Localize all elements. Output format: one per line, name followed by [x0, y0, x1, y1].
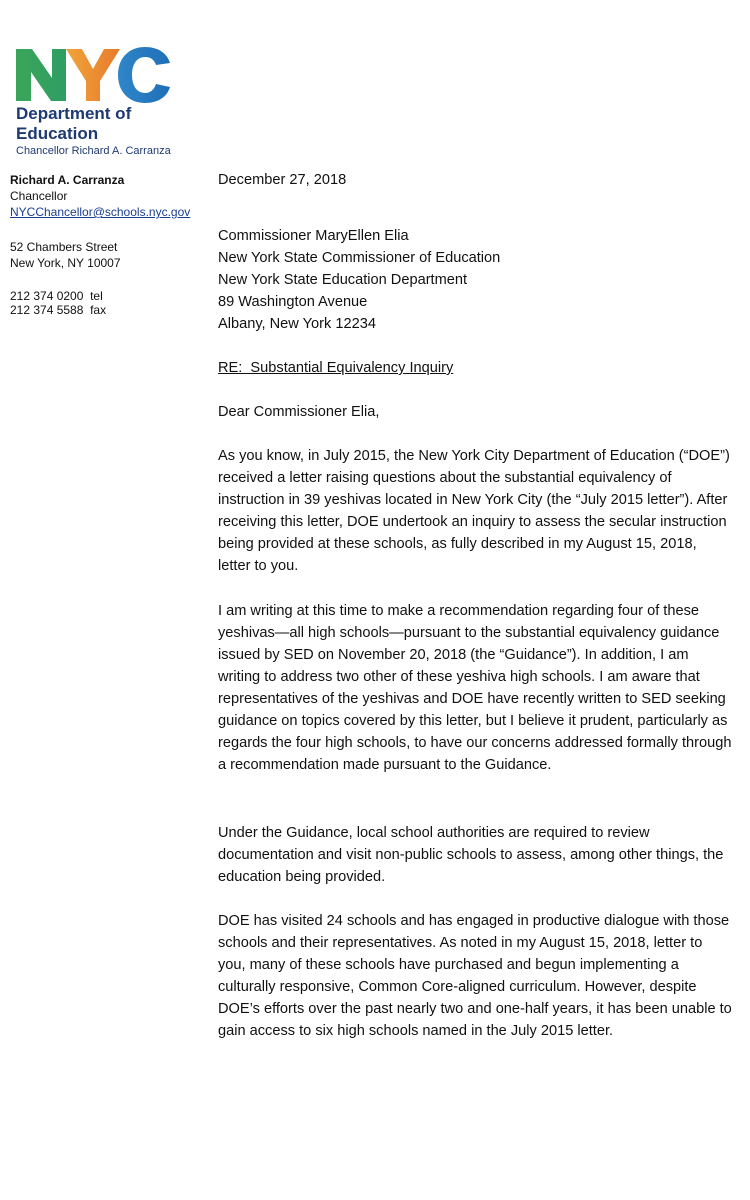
recipient-line: New York State Education Department [218, 272, 468, 288]
recipient-line: Commissioner MaryEllen Elia [218, 228, 409, 244]
letterhead-chancellor: Chancellor Richard A. Carranza [16, 145, 171, 157]
recipient-line: Albany, New York 12234 [218, 316, 376, 332]
logo-letter-c [118, 47, 170, 103]
letter-paragraph-2: I am writing at this time to make a recommendation regarding four of these yeshivas—all high schools—pursuant to the substantial equivalency guidance issued by SED on November 20, 2018 (the “Guidance”). In addition, I am writing to address two other of these yeshiva high schools. I am aware that representatives of the yeshivas and DOE have recently written to SED seeking guidance on topics covered by this letter, but I believe it prudent, particularly as regards the four high schools, to have our concerns addressed formally through a recommendation made pursuant to the Guidance. [218, 603, 732, 773]
sender-street: 52 Chambers Street [10, 240, 118, 254]
sender-tel: 212 374 0200 tel [10, 289, 103, 303]
letter-paragraph-1: As you know, in July 2015, the New York City Department of Education (“DOE”) received a letter raising questions about the substantial equivalency of instruction in 39 yeshivas located in New York City (the “July 2015 letter”). After receiving this letter, DOE undertook an inquiry to assess the secular instruction being provided at these schools, as fully described in my August 15, 2018, letter to you. [218, 448, 730, 574]
letter-date: December 27, 2018 [218, 172, 347, 188]
nyc-logo [14, 45, 172, 103]
department-name [16, 104, 131, 144]
recipient-line: New York State Commissioner of Education [218, 250, 501, 266]
letter-salutation: Dear Commissioner Elia, [218, 404, 380, 420]
sender-block [10, 172, 190, 220]
letter-paragraph-4: DOE has visited 24 schools and has engaged in productive dialogue with those schools and their representatives. As noted in my August 15, 2018, letter to you, many of these schools have purchased and begun implementing a culturally responsive, Common Core-aligned curriculum. However, despite DOE’s efforts over the past nearly two and one-half years, it has been unable to gain access to six high schools named in the July 2015 letter. [218, 913, 732, 1039]
logo-text: NYC [14, 45, 17, 46]
letter-subject: RE: Substantial Equivalency Inquiry [218, 360, 454, 376]
sender-address [10, 239, 121, 271]
department-line-2: Education [16, 124, 99, 143]
sender-city: New York, NY 10007 [10, 256, 121, 270]
sender-name: Richard A. Carranza [10, 173, 125, 187]
sender-phone [10, 289, 106, 317]
sender-email-link[interactable]: NYCChancellor@schools.nyc.gov [10, 205, 191, 219]
sender-title: Chancellor [10, 189, 68, 203]
logo-letter-n [16, 49, 66, 101]
department-line-1: Department of [16, 104, 132, 123]
recipient-address [218, 225, 733, 335]
recipient-line: 89 Washington Avenue [218, 294, 368, 310]
logo-letter-y [66, 49, 120, 101]
sender-fax: 212 374 5588 fax [10, 303, 107, 317]
letter-paragraph-3: Under the Guidance, local school authorities are required to review documentation and visit non-public schools to assess, among other things, the education being provided. [218, 825, 724, 885]
